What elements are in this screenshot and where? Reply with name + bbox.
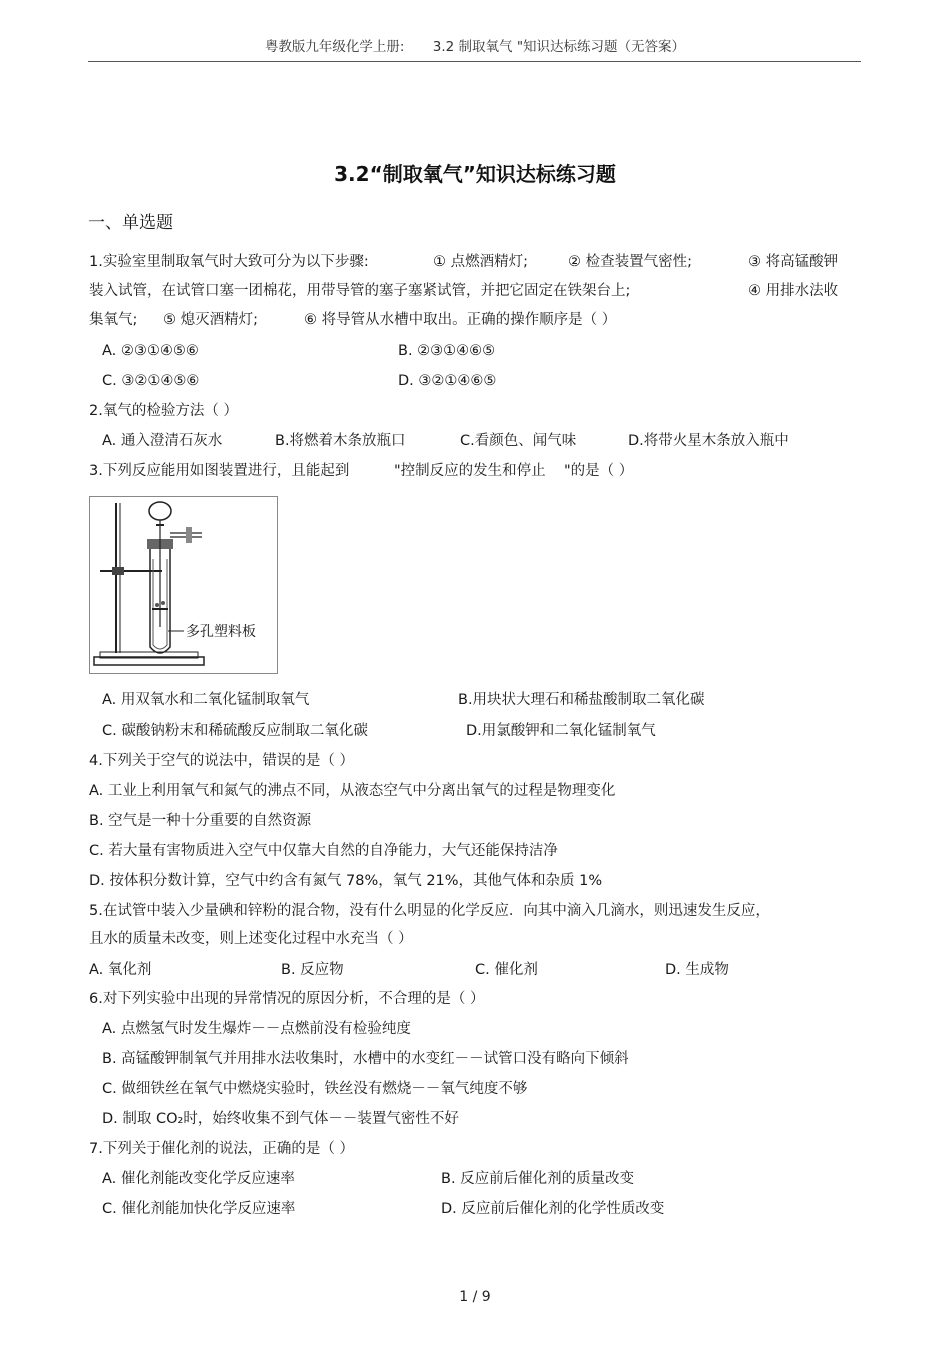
- q3-option-b[interactable]: B.用块状大理石和稀盐酸制取二氧化碳: [458, 692, 705, 708]
- q1-step-2: ② 检查装置气密性;: [568, 254, 692, 270]
- q7-option-b[interactable]: B. 反应前后催化剂的质量改变: [441, 1171, 635, 1187]
- header-left: 粤教版九年级化学上册:: [264, 39, 405, 55]
- q2-option-a[interactable]: A. 通入澄清石灰水: [102, 433, 223, 449]
- q1-option-b[interactable]: B. ②③①④⑥⑤: [398, 343, 496, 359]
- q6-option-c[interactable]: C. 做细铁丝在氧气中燃烧实验时，铁丝没有燃烧－－氧气纯度不够: [102, 1081, 528, 1097]
- q5-option-d[interactable]: D. 生成物: [665, 962, 729, 978]
- section-heading: 一、单选题: [88, 213, 173, 233]
- q1-step-6: ⑥ 将导管从水槽中取出。正确的操作顺序是（ ）: [304, 312, 617, 328]
- q3-stem-c: "的是（ ）: [564, 463, 634, 479]
- q2-option-b[interactable]: B.将燃着木条放瓶口: [275, 433, 406, 449]
- q1-step-5: ⑤ 熄灭酒精灯;: [163, 312, 258, 328]
- q2-option-d[interactable]: D.将带火星木条放入瓶中: [628, 433, 789, 449]
- q1-line-3: 集氧气;: [89, 312, 138, 328]
- q7-stem: 7.下列关于催化剂的说法，正确的是（ ）: [89, 1141, 354, 1157]
- page-header: [0, 35, 950, 55]
- q3-stem-b: "控制反应的发生和停止: [394, 463, 546, 479]
- q1-step-4: ④ 用排水法收: [748, 283, 839, 299]
- q4-stem: 4.下列关于空气的说法中，错误的是（ ）: [89, 753, 354, 769]
- q1-option-a[interactable]: A. ②③①④⑤⑥: [102, 343, 199, 359]
- q7-option-d[interactable]: D. 反应前后催化剂的化学性质改变: [441, 1201, 665, 1217]
- q1-option-d[interactable]: D. ③②①④⑥⑤: [398, 373, 497, 389]
- header-rule: [88, 61, 861, 62]
- page-title: 3.2“制取氧气”知识达标练习题: [334, 162, 616, 186]
- q7-option-a[interactable]: A. 催化剂能改变化学反应速率: [102, 1171, 295, 1187]
- q1-option-c[interactable]: C. ③②①④⑤⑥: [102, 373, 200, 389]
- q6-option-b[interactable]: B. 高锰酸钾制氧气并用排水法收集时，水槽中的水变红－－试管口没有略向下倾斜: [102, 1051, 629, 1067]
- q2-option-c[interactable]: C.看颜色、闻气味: [460, 433, 577, 449]
- q5-option-a[interactable]: A. 氧化剂: [89, 962, 152, 978]
- q6-stem: 6.对下列实验中出现的异常情况的原因分析，不合理的是（ ）: [89, 991, 485, 1007]
- q1-step-1: ① 点燃酒精灯;: [433, 254, 528, 270]
- q6-option-d[interactable]: D. 制取 CO₂时，始终收集不到气体－－装置气密性不好: [102, 1111, 459, 1127]
- q4-option-d[interactable]: D. 按体积分数计算，空气中约含有氮气 78%，氧气 21%，其他气体和杂质 1%: [89, 873, 603, 889]
- q5-stem-line-1: 5.在试管中装入少量碘和锌粉的混合物，没有什么明显的化学反应．向其中滴入几滴水，则迅速发生反应，: [89, 903, 770, 919]
- apparatus-figure: [89, 496, 278, 674]
- apparatus-drawing: [90, 497, 277, 673]
- q7-option-c[interactable]: C. 催化剂能加快化学反应速率: [102, 1201, 296, 1217]
- q1-line-2: 装入试管，在试管口塞一团棉花，用带导管的塞子塞紧试管，并把它固定在铁架台上;: [89, 283, 631, 299]
- q5-stem-line-2: 且水的质量未改变，则上述变化过程中水充当（ ）: [89, 931, 413, 947]
- q3-stem-a: 3.下列反应能用如图装置进行，且能起到: [89, 463, 350, 479]
- q5-option-c[interactable]: C. 催化剂: [475, 962, 538, 978]
- q4-option-b[interactable]: B. 空气是一种十分重要的自然资源: [89, 813, 312, 829]
- figure-label: 多孔塑料板: [186, 624, 256, 640]
- page-number: 1 / 9: [459, 1289, 491, 1305]
- q6-option-a[interactable]: A. 点燃氢气时发生爆炸－－点燃前没有检验纯度: [102, 1021, 411, 1037]
- q3-option-d[interactable]: D.用氯酸钾和二氧化锰制氧气: [466, 723, 656, 739]
- header-right: 3.2 制取氧气 "知识达标练习题（无答案）: [432, 39, 686, 55]
- q3-option-c[interactable]: C. 碳酸钠粉末和稀硫酸反应制取二氧化碳: [102, 723, 368, 739]
- q1-stem: 1.实验室里制取氧气时大致可分为以下步骤:: [89, 254, 369, 270]
- q2-stem: 2.氧气的检验方法（ ）: [89, 403, 238, 419]
- q4-option-a[interactable]: A. 工业上利用氧气和氮气的沸点不同，从液态空气中分离出氧气的过程是物理变化: [89, 783, 616, 799]
- q3-option-a[interactable]: A. 用双氧水和二氧化锰制取氧气: [102, 692, 310, 708]
- q4-option-c[interactable]: C. 若大量有害物质进入空气中仅靠大自然的自净能力，大气还能保持洁净: [89, 843, 558, 859]
- q1-step-3: ③ 将高锰酸钾: [748, 254, 839, 270]
- q5-option-b[interactable]: B. 反应物: [281, 962, 344, 978]
